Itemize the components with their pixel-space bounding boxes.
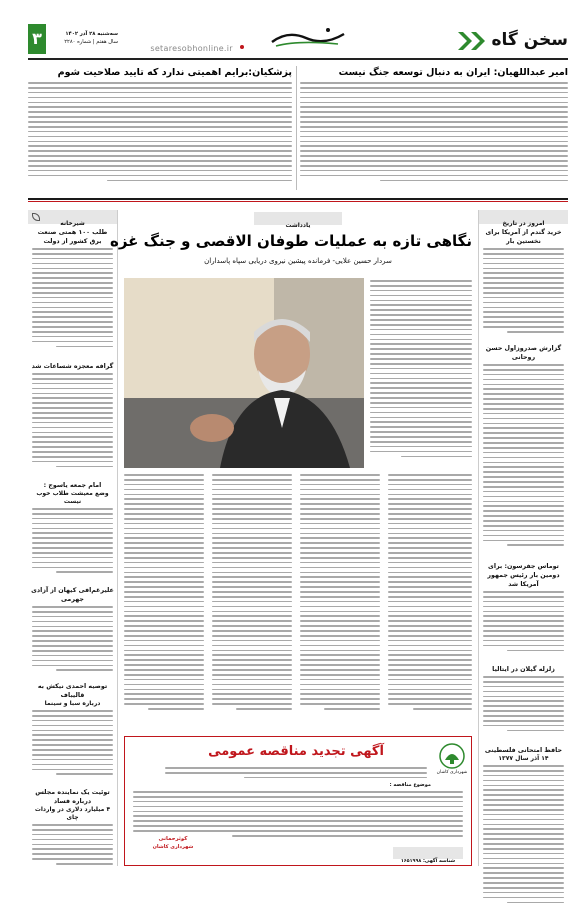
left-column-header	[28, 210, 117, 227]
main-body-col-2	[212, 474, 292, 724]
top-story-right-body	[300, 82, 568, 190]
advert-seal-line-2: شهرداری کاشان	[152, 844, 194, 850]
left-item-5-title: توصیه احمدی نیکش به قالیباف	[37, 683, 108, 699]
red-dot-icon	[240, 45, 244, 49]
advert-publish-box	[393, 847, 463, 864]
right-item-2-title: گزارش صدروزاول حسن روحانی	[485, 345, 562, 361]
top-story-right-headline: امیر عبداللهیان: ایران به دنبال توسعه جنگ نیست	[338, 67, 568, 78]
left-item-1-title: طلب ۱۰۰ همتی صنعت برق کشور از دولت	[37, 229, 108, 245]
right-item-3-body	[479, 591, 568, 661]
advert-seal	[143, 835, 203, 861]
main-body-col-4	[388, 474, 472, 724]
column-divider	[296, 66, 297, 190]
feather-icon	[32, 213, 40, 221]
page-number-text: ۳	[32, 29, 42, 48]
main-headline: نگاهی تازه به عملیات طوفان الاقصی و جنگ غزه	[109, 232, 472, 250]
logo-mark-icon	[268, 24, 348, 50]
left-item-6-title: توئیت یک نماینده مجلس درباره فساد	[35, 789, 110, 805]
left-item-2-title: گرافه معجزه شساعات شد	[31, 363, 114, 370]
right-item-2-body	[479, 364, 568, 558]
top-story-left-headline: پزشکیان:برایم اهمیتی ندارد که تایید صلاحیت شوم	[57, 67, 292, 78]
issue-line: سال هفتم | شماره ۲۲۸۰	[64, 39, 118, 45]
right-column-header	[479, 210, 568, 227]
masthead	[0, 0, 586, 60]
right-column-header-text: امروز در تاریخ	[502, 220, 545, 227]
kicker-text: یادداشت	[285, 222, 311, 229]
tender-advert	[124, 736, 472, 866]
section-rule	[28, 198, 568, 204]
advert-title: آگهی تجدید مناقصه عمومی	[208, 744, 384, 759]
advert-org-label: شهرداری کاشان	[436, 770, 468, 775]
right-item-1-body	[479, 248, 568, 340]
advert-intro-text	[165, 767, 427, 781]
kicker-box	[254, 212, 342, 229]
logo	[268, 24, 348, 50]
left-item-3-body	[28, 508, 117, 582]
main-intro-text	[370, 280, 472, 468]
left-item-5-sub: درباره سبا و سینما	[44, 700, 101, 707]
left-item-4-body	[28, 606, 117, 678]
top-story-left	[28, 66, 292, 194]
left-item-1-body	[28, 248, 117, 358]
right-column	[478, 210, 568, 866]
top-story-left-body	[28, 82, 292, 190]
right-item-3-title: توماس جفرسون: برای دومین بار رئیس جمهور آمریکا شد	[487, 563, 560, 588]
main-body-col-1	[124, 474, 204, 724]
right-item-4-body	[479, 676, 568, 742]
right-item-5-sub: ۱۴ آذر سال ۱۳۷۷	[498, 755, 549, 762]
advert-subject-label: موضوع مناقصه :	[389, 782, 431, 788]
left-item-3-sub: وضع معیشت طلاب خوب نیست	[36, 490, 109, 505]
website-link[interactable]	[124, 36, 244, 53]
municipality-emblem-icon	[439, 743, 465, 769]
left-column-header-text: شیرخانه	[60, 220, 85, 227]
main-story	[109, 210, 472, 730]
double-chevron-icon	[458, 32, 490, 50]
left-column	[28, 210, 118, 866]
right-item-1-title: خرید گندم از آمریکا برای نخستین بار	[485, 229, 562, 245]
date-block	[48, 30, 118, 52]
main-body-col-3	[300, 474, 380, 724]
left-item-4-title: علیرغم‌افی کیهان از آزادی جهرمی	[31, 587, 114, 603]
right-item-5-title: حافظ امتحانی فلسطینی	[484, 747, 563, 754]
website-text: setaresobhonline.ir	[150, 44, 233, 53]
left-item-6-sub: ۴ میلیارد دلاری در واردات چای	[34, 806, 111, 821]
right-item-4-title: زلزله گیلان در ایتالیا	[492, 666, 555, 673]
left-item-3-title: امام جمعه یاسوج :	[43, 482, 102, 489]
advert-seal-line-1: کوثرحمانی	[158, 836, 188, 842]
left-item-5-body	[28, 710, 117, 784]
portrait-figure-icon	[124, 278, 364, 468]
advert-body-text	[133, 791, 463, 839]
left-item-6-body	[28, 824, 117, 872]
section-title-text: سخن گاه	[491, 30, 568, 50]
left-item-2-body	[28, 373, 117, 477]
municipality-logo	[439, 743, 465, 769]
main-photo	[124, 278, 364, 468]
advert-publish-text: شناسه آگهی: ۱۶۵۱۹۹۸	[400, 859, 456, 864]
right-item-5-body	[479, 765, 568, 915]
top-story-right	[300, 66, 568, 194]
logo-text	[268, 24, 273, 25]
date-line: سه‌شنبه ۲۸ آذر ۱۴۰۲	[65, 31, 118, 37]
section-title	[458, 30, 568, 52]
masthead-rule	[28, 58, 568, 60]
main-byline: سردار حسین علایی- فرمانده پیشین نیروی دریایی سپاه پاسداران	[204, 257, 392, 265]
page-number	[28, 24, 46, 54]
